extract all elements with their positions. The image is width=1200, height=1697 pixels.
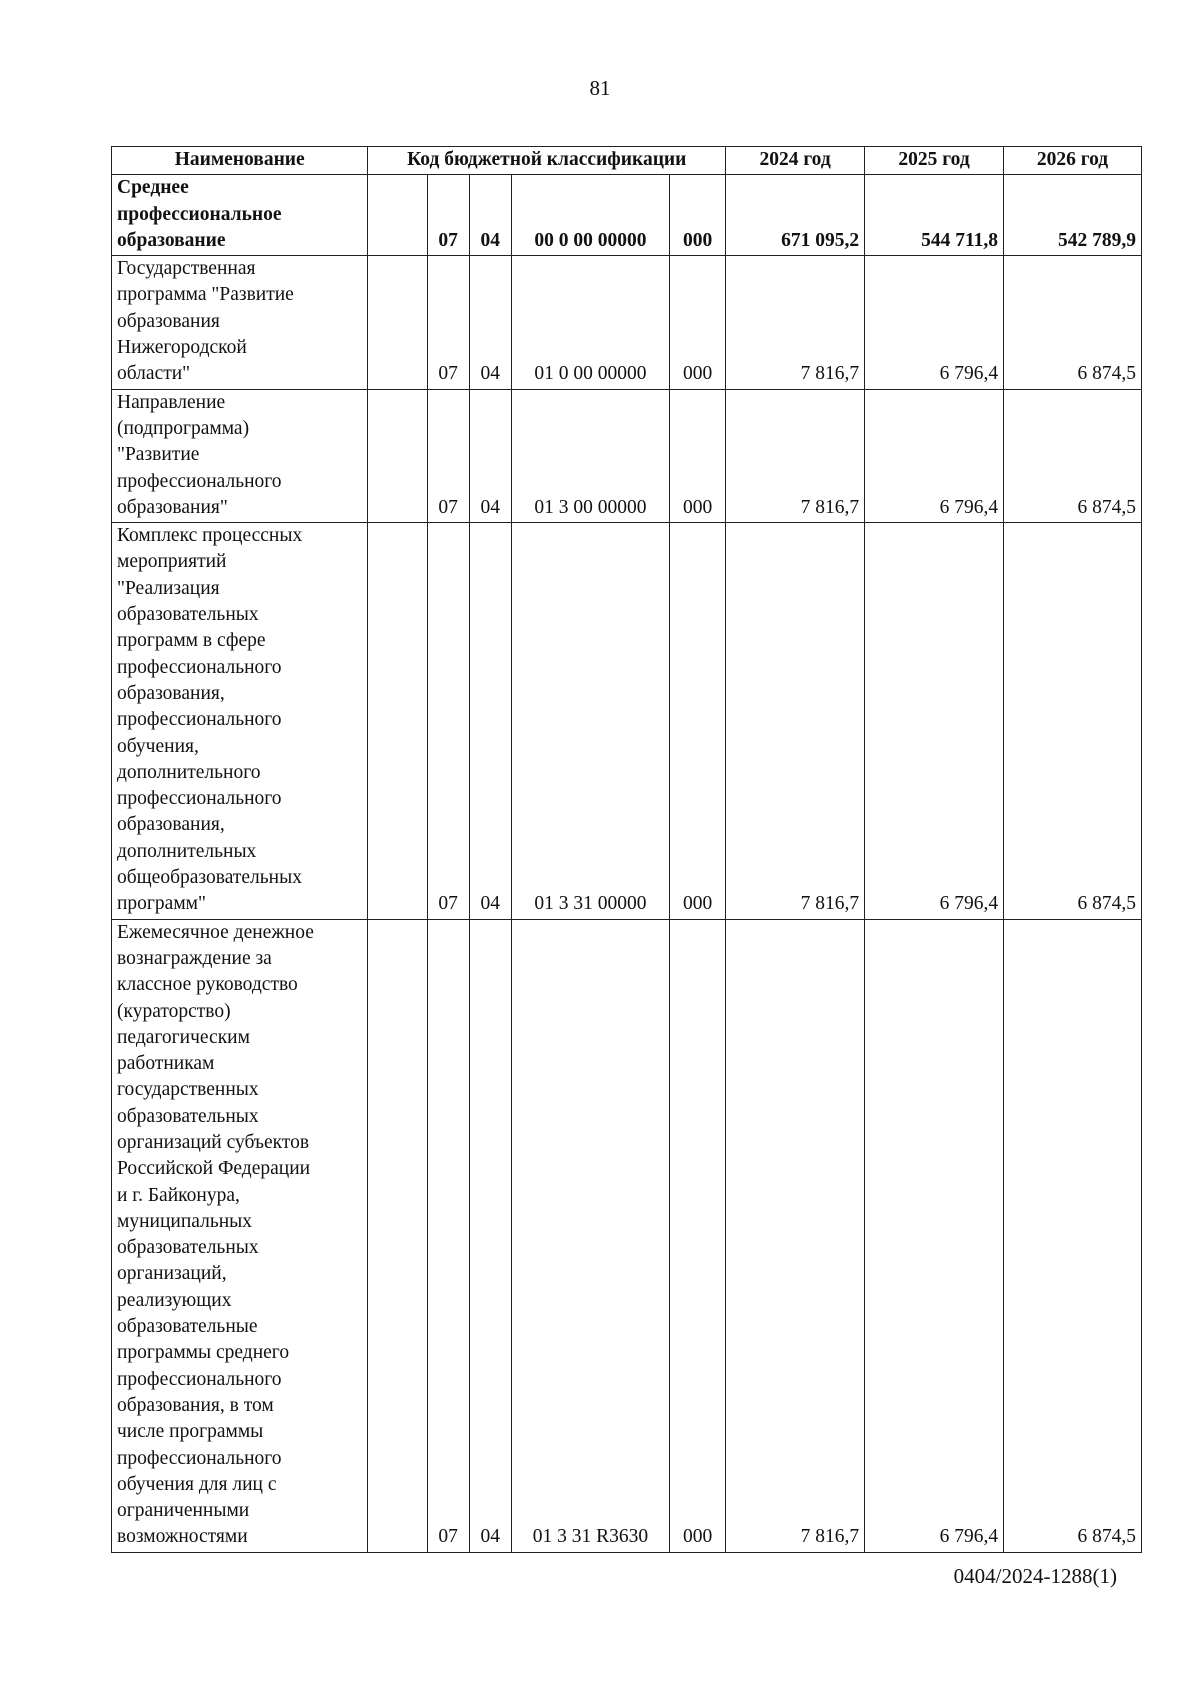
row-2024: 7 816,7 — [726, 523, 865, 919]
row-2025: 544 711,8 — [865, 175, 1004, 256]
row-section: 07 — [427, 389, 469, 522]
header-name: Наименование — [112, 147, 368, 175]
row-2025: 6 796,4 — [865, 389, 1004, 522]
row-2026: 6 874,5 — [1004, 389, 1142, 522]
row-expense: 000 — [670, 919, 726, 1552]
row-2025: 6 796,4 — [865, 523, 1004, 919]
empty-cell — [368, 175, 427, 256]
row-expense: 000 — [670, 389, 726, 522]
row-target: 00 0 00 00000 — [511, 175, 669, 256]
row-2024: 7 816,7 — [726, 256, 865, 389]
table-row — [112, 523, 1142, 919]
table-row — [112, 919, 1142, 1552]
table-row — [112, 175, 1142, 256]
empty-cell — [368, 389, 427, 522]
empty-cell — [368, 256, 427, 389]
row-expense: 000 — [670, 256, 726, 389]
row-section: 07 — [427, 175, 469, 256]
row-2025: 6 796,4 — [865, 919, 1004, 1552]
row-2024: 671 095,2 — [726, 175, 865, 256]
table-row — [112, 389, 1142, 522]
row-subsection: 04 — [469, 175, 511, 256]
row-2026: 542 789,9 — [1004, 175, 1142, 256]
header-2026: 2026 год — [1004, 147, 1142, 175]
row-expense: 000 — [670, 175, 726, 256]
document-registration-number: 0404/2024-1288(1) — [953, 1564, 1117, 1588]
row-2024: 7 816,7 — [726, 389, 865, 522]
header-code: Код бюджетной классификации — [368, 147, 726, 175]
row-name: Направление (подпрограмма) "Развитие профессионального образования" — [112, 389, 368, 522]
row-2026: 6 874,5 — [1004, 256, 1142, 389]
row-name: Ежемесячное денежное вознаграждение за классное руководство (кураторство) педагогическим работникам государственных образовательных организаций субъектов Российской Федерации и г. Байконура, муниципальных образовательных организаций, реализующих образовательные программы среднего профессионального образования, в том числе программы профессионального обучения для лиц с ограниченными возможностями — [112, 919, 368, 1552]
page-number: 81 — [589, 76, 611, 100]
row-subsection: 04 — [469, 256, 511, 389]
budget-table — [111, 146, 1142, 1553]
table-header-row — [112, 147, 1142, 175]
row-expense: 000 — [670, 523, 726, 919]
row-target: 01 3 31 00000 — [511, 523, 669, 919]
row-target: 01 0 00 00000 — [511, 256, 669, 389]
row-2026: 6 874,5 — [1004, 523, 1142, 919]
empty-cell — [368, 523, 427, 919]
row-subsection: 04 — [469, 523, 511, 919]
row-name: Среднее профессиональное образование — [112, 175, 368, 256]
row-2024: 7 816,7 — [726, 919, 865, 1552]
row-name: Государственная программа "Развитие образования Нижегородской области" — [112, 256, 368, 389]
row-target: 01 3 31 R3630 — [511, 919, 669, 1552]
header-2025: 2025 год — [865, 147, 1004, 175]
row-subsection: 04 — [469, 389, 511, 522]
row-section: 07 — [427, 919, 469, 1552]
row-name: Комплекс процессных мероприятий "Реализация образовательных программ в сфере профессионального образования, профессионального обучения, дополнительного профессионального образования, дополнительных общеобразовательных программ" — [112, 523, 368, 919]
row-2026: 6 874,5 — [1004, 919, 1142, 1552]
row-target: 01 3 00 00000 — [511, 389, 669, 522]
row-section: 07 — [427, 256, 469, 389]
table-row — [112, 256, 1142, 389]
empty-cell — [368, 919, 427, 1552]
header-2024: 2024 год — [726, 147, 865, 175]
row-2025: 6 796,4 — [865, 256, 1004, 389]
row-subsection: 04 — [469, 919, 511, 1552]
row-section: 07 — [427, 523, 469, 919]
